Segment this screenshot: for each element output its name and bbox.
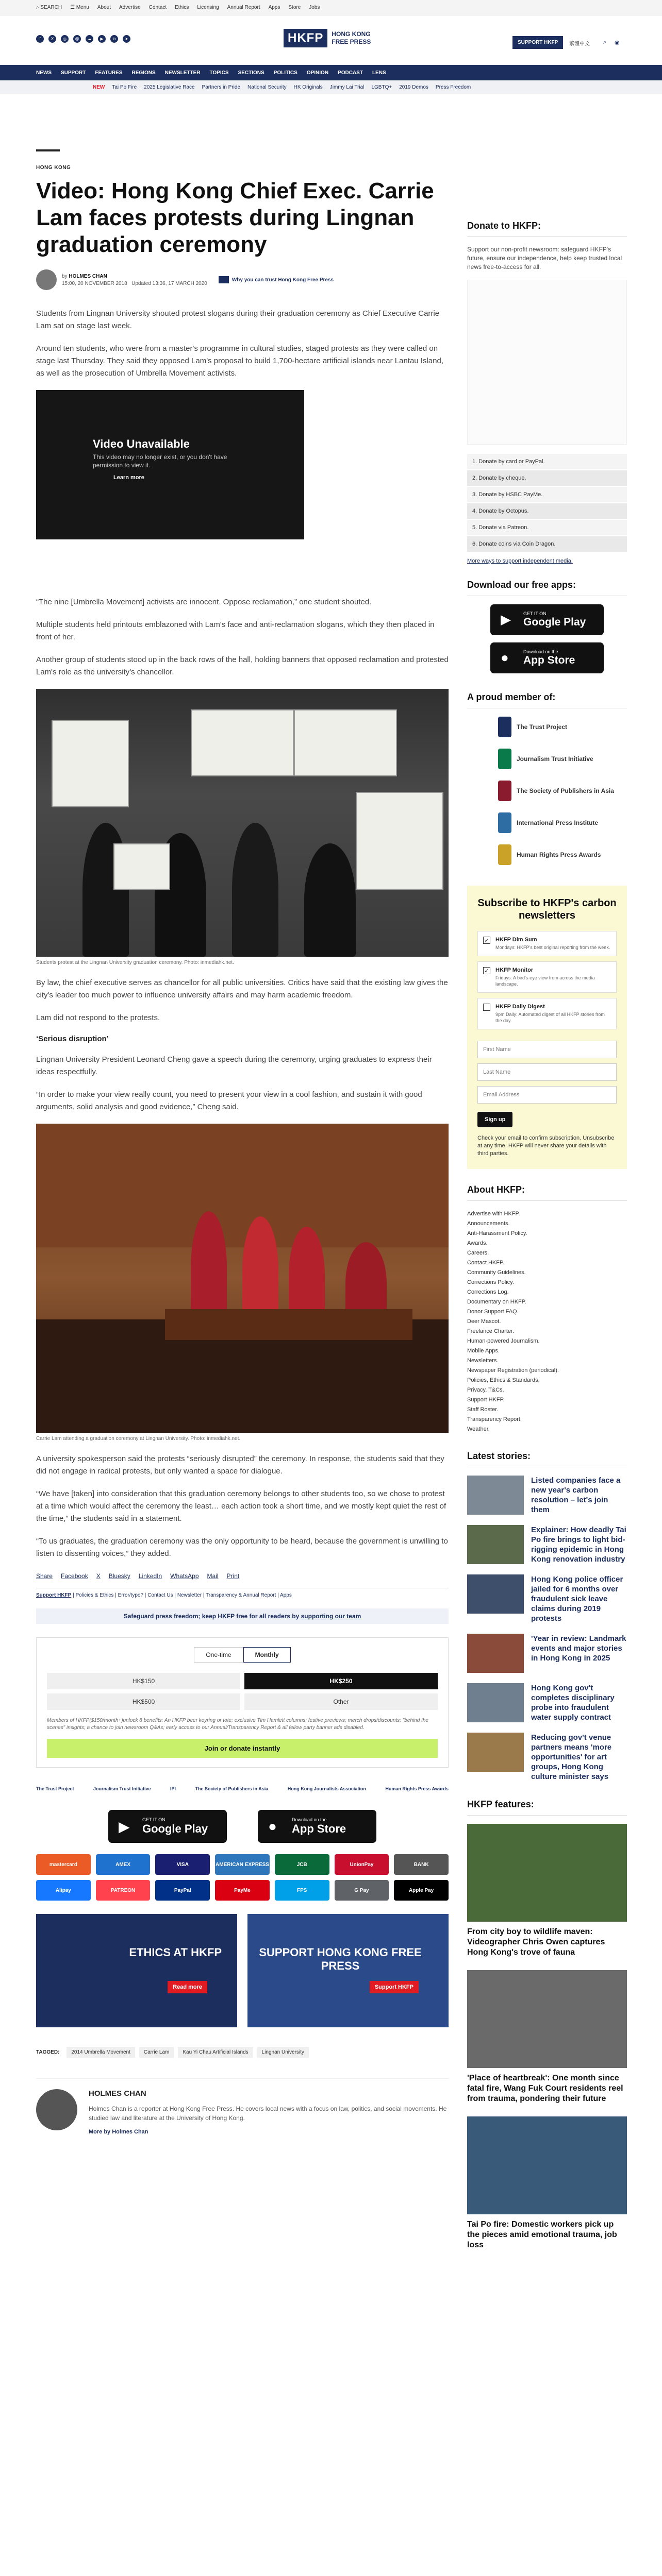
author-avatar[interactable] [36,269,57,290]
member-name: Journalism Trust Initiative [517,755,593,762]
nav-features[interactable]: FEATURES [95,70,123,76]
byline-text [62,274,207,286]
site-header [0,15,662,65]
story-thumbnail [467,1733,524,1772]
trust-icon [219,276,229,283]
about-link[interactable]: Mobile Apps. [467,1348,500,1354]
tag[interactable]: Carrie Lam [139,2047,174,2058]
donation-widget [36,1637,449,1768]
google-play-small: GET IT ON [142,1817,166,1822]
payment-logo: UnionPay [335,1854,389,1875]
topbar-jobs[interactable]: Jobs [309,5,320,10]
tag-list [36,2047,449,2058]
app-store-small: Download on the [523,649,558,654]
newsletter-desc: 9pm Daily: Automated digest of all HKFP stories from the day. [495,1012,605,1023]
promo-button[interactable]: Support HKFP [370,1981,419,1993]
threads-icon[interactable]: @ [73,35,81,43]
about-link[interactable]: Freelance Charter. [467,1328,515,1334]
photo-banner [191,709,294,776]
photo-caption: Students protest at the Lingnan University graduation ceremony. Photo: inmediahk.net. [36,960,234,965]
feature-story[interactable] [467,1824,627,1958]
about-link[interactable]: Awards. [467,1240,488,1246]
photo-banner [52,720,129,807]
contact-link[interactable]: Contact Us [147,1592,173,1598]
tag[interactable]: 2014 Umbrella Movement [67,2047,135,2058]
section-rule [36,149,60,151]
tag[interactable]: Lingnan University [257,2047,309,2058]
menu-label: Menu [76,5,89,10]
paragraph: “To us graduates, the graduation ceremony was the only opportunity to be heard, because the government is unwilling to listen to dissenting voices,” they added. [36,1537,448,1558]
article-subheading: ‘Serious disruption’ [36,1035,109,1043]
share-mail[interactable]: Mail [207,1572,219,1580]
author-name[interactable]: HOLMES CHAN [69,273,107,279]
bluesky-icon[interactable]: ☁ [86,35,93,43]
safeguard-text: Safeguard press freedom; keep HKFP free for all readers by [123,1613,300,1620]
member-icon [498,781,511,801]
nav-news[interactable]: NEWS [36,70,52,76]
about-link[interactable]: Newsletters. [467,1358,499,1364]
feature-image [467,1824,627,1922]
topbar-about[interactable]: About [97,5,111,10]
byline-by: by [62,273,68,279]
member-icon [498,844,511,865]
amount-options [47,1673,438,1710]
share-facebook[interactable]: Facebook [61,1572,88,1580]
trending-item[interactable]: Press Freedom [435,84,471,90]
support-promo[interactable] [247,1914,449,2027]
checkbox-icon[interactable]: ✓ [483,937,490,944]
trending-item[interactable]: National Security [247,84,287,90]
trending-item[interactable]: Jimmy Lai Trial [329,84,365,90]
about-link[interactable]: Deer Mascot. [467,1318,501,1325]
payment-logo: FPS [275,1880,329,1901]
about-link[interactable]: Weather. [467,1426,490,1432]
play-icon: ▶ [501,612,511,627]
about-link[interactable]: Newspaper Registration (periodical). [467,1367,559,1374]
freq-one-time[interactable]: One-time [194,1647,243,1663]
share-label: Share [36,1572,53,1580]
video-unavailable-text: This video may no longer exist, or you don't have permission to view it. [93,453,227,469]
main-nav [0,65,662,80]
tag[interactable]: Kau Yi Chau Artificial Islands [178,2047,253,2058]
story-title: Listed companies face a new year's carbon resolution – let's join them [531,1476,621,1514]
nav-opinion[interactable]: OPINION [306,70,329,76]
newsletter-option[interactable] [477,931,617,956]
newsletter-signup [467,886,627,1169]
donate-more-link[interactable]: More ways to support independent media. [467,558,573,564]
org-logo[interactable]: The Trust Project [36,1786,74,1791]
payment-logo: G Pay [335,1880,389,1901]
author-box-avatar[interactable] [36,2089,77,2130]
newsletter-name: HKFP Daily Digest [495,1004,545,1010]
story-title: 'Year in review: Landmark events and major stories in Hong Kong in 2025 [531,1634,626,1663]
about-link[interactable]: Privacy, T&Cs. [467,1387,504,1393]
newsletter-link[interactable]: Newsletter [177,1592,202,1598]
topbar-annual-report[interactable]: Annual Report [227,5,260,10]
latest-story[interactable] [467,1574,627,1623]
nav-podcast[interactable]: PODCAST [338,70,363,76]
app-store-small: Download on the [292,1817,327,1822]
trending-bar [0,80,662,94]
promo-title: SUPPORT HONG KONG FREE PRESS [259,1946,422,1972]
trust-link-label: Why you can trust Hong Kong Free Press [231,277,334,283]
about-link[interactable]: Anti-Harassment Policy. [467,1230,527,1236]
org-logo[interactable]: Hong Kong Journalists Association [287,1786,366,1791]
story-title: Explainer: How deadly Tai Po fire brings to light bid-rigging epidemic in Hong Kong renovation industry [531,1526,626,1564]
feature-title: From city boy to wildlife maven: Videographer Chris Owen captures Hong Kong's trove of fauna [467,1927,605,1957]
topbar-store[interactable]: Store [288,5,301,10]
story-thumbnail [467,1574,524,1614]
instagram-icon[interactable]: ◎ [61,35,69,43]
nav-support[interactable]: SUPPORT [61,70,86,76]
payment-logo: BANK [394,1854,449,1875]
paragraph: Around ten students, who were from a master's programme in cultural studies, staged protests as they were called on stage last Thursday. They said they opposed Lam's proposal to build 1,700-hectare artificial islands near Lantau Island, as well as the prosecution of Umbrella Movement activists. [36,344,444,378]
user-icon[interactable]: ◉ [615,40,620,46]
video-learn-more-link[interactable]: Learn more [113,474,144,481]
telegram-icon[interactable]: ➤ [123,35,130,43]
apps-link[interactable]: Apps [280,1592,292,1598]
story-thumbnail [467,1525,524,1564]
paragraph: A university spokesperson said the protests “seriously disrupted” the ceremony. In response, the students said that they did not engage in radical protests, but only wanted a space for dialogue. [36,1454,444,1476]
app-store-badge[interactable] [490,642,604,673]
apps-title: Download our free apps: [467,580,627,596]
member-logo[interactable] [498,717,627,737]
donate-text: Support our non-profit newsroom: safeguard HKFP's future, ensure our independence, help keep trusted local news free-to-access for all. [467,246,622,270]
about-link[interactable]: Contact HKFP. [467,1260,504,1266]
search-label: SEARCH [40,5,62,10]
about-link[interactable]: Policies, Ethics & Standards. [467,1377,540,1383]
google-play-big: Google Play [142,1822,208,1835]
payment-logo: PayMe [215,1880,270,1901]
topbar-ethics[interactable]: Ethics [175,5,189,10]
video-unavailable-title: Video Unavailable [93,437,190,450]
feature-title: 'Place of heartbreak': One month since fatal fire, Wang Fuk Court residents reel from trauma, pondering their future [467,2074,623,2103]
last-name-field[interactable]: Last Name [477,1063,617,1081]
about-link[interactable]: Careers. [467,1250,489,1256]
promo-title: ETHICS AT HKFP [129,1946,222,1959]
safeguard-banner [36,1608,449,1624]
feature-story[interactable] [467,2116,627,2250]
photo-banner [294,709,397,776]
about-link[interactable]: Staff Roster. [467,1406,499,1413]
about-link[interactable]: Documentary on HKFP. [467,1299,526,1305]
about-link[interactable]: Corrections Policy. [467,1279,514,1285]
search-icon[interactable]: ⌕ [603,39,607,45]
latest-title: Latest stories: [467,1451,627,1467]
author-box-name[interactable]: HOLMES CHAN [89,2089,146,2098]
publish-date: 15:00, 20 NOVEMBER 2018 [62,280,127,286]
freq-monthly[interactable]: Monthly [243,1647,291,1663]
topbar-contact[interactable]: Contact [148,5,167,10]
policy-link[interactable]: Policies & Ethics [75,1592,114,1598]
donate-option[interactable]: 4. Donate by Octopus. [467,503,627,519]
email-field[interactable]: Email Address [477,1086,617,1104]
share-x[interactable]: X [96,1572,101,1580]
donate-option[interactable]: 1. Donate by card or PayPal. [467,454,627,469]
trending-item[interactable]: Partners in Pride [202,84,241,90]
payment-logo: PATREON [96,1880,151,1901]
feature-image [467,2116,627,2214]
about-link[interactable]: Advertise with HKFP. [467,1211,520,1217]
author-box [36,2078,449,2135]
latest-story[interactable] [467,1733,627,1782]
photo-placard [113,843,170,890]
trending-new-badge: NEW [93,84,105,90]
latest-story[interactable] [467,1476,627,1515]
protest-photo [36,689,449,957]
photo-caption: Carrie Lam attending a graduation ceremony at Lingnan University. Photo: inmediahk.net. [36,1436,241,1442]
promo-banners [36,1914,449,2027]
photo-figure [304,843,356,957]
error-link[interactable]: Error/typo? [118,1592,144,1598]
story-title: Hong Kong police officer jailed for 6 months over fraudulent sick leave claims during 2019 protests [531,1575,623,1623]
search-link[interactable]: ⌕ SEARCH [36,5,62,10]
member-name: The Society of Publishers in Asia [517,787,614,794]
google-play-big: Google Play [523,616,586,628]
feature-image [467,1970,627,2068]
member-name: International Press Institute [517,819,599,826]
trending-item[interactable]: Tai Po Fire [112,84,137,90]
logo-line-2: FREE PRESS [332,38,371,45]
more-by-author-link[interactable]: More by Holmes Chan [89,2129,148,2135]
topbar-licensing[interactable]: Licensing [197,5,219,10]
paragraph: Another group of students stood up in the back rows of the hall, holding banners that opposed reclamation and protested Lam's role as the university's chancellor. [36,655,449,676]
logo-mark: HKFP [284,29,327,47]
org-logo[interactable]: The Society of Publishers in Asia [195,1786,269,1791]
org-logos [36,1781,449,1797]
newsletter-option[interactable] [477,998,617,1029]
member-name: The Trust Project [517,723,568,731]
menu-link[interactable]: ☰ Menu [70,5,89,10]
amount-option-selected[interactable]: HK$250 [244,1673,438,1689]
about-title: About HKFP: [467,1184,627,1201]
ceremony-photo [36,1124,449,1433]
payment-logo: mastercard [36,1854,91,1875]
donate-option[interactable]: 2. Donate by cheque. [467,470,627,486]
app-store-badge[interactable] [258,1810,376,1843]
newsletter-desc: Mondays: HKFP's best original reporting from the week. [495,945,610,950]
newsletter-option[interactable] [477,961,617,993]
about-link[interactable]: Community Guidelines. [467,1269,526,1276]
payment-logo: Apple Pay [394,1880,449,1901]
paragraph: Lingnan University President Leonard Cheng gave a speech during the ceremony, urging graduates to express their ideas respectfully. [36,1055,432,1076]
topbar-apps[interactable]: Apps [268,5,280,10]
org-logo[interactable]: IPI [170,1786,176,1791]
trending-item[interactable]: HK Originals [293,84,323,90]
sidebar [467,221,627,2263]
photo-stage-backdrop [36,1124,449,1247]
features-title: HKFP features: [467,1799,627,1816]
member-logo[interactable] [498,781,627,801]
photo-figure [82,823,129,957]
nav-newsletter[interactable]: NEWSLETTER [164,70,201,76]
member-logo[interactable] [498,812,627,833]
trending-item[interactable]: 2019 Demos [399,84,428,90]
paragraph: “In order to make your view really count, you need to present your view in a cool fashion, and sustain it with good arguments, solid analysis and good evidence,” Cheng said. [36,1090,422,1111]
about-link[interactable]: Transparency Report. [467,1416,522,1422]
payment-logo: AMERICAN EXPRESS [215,1854,270,1875]
about-link[interactable]: Human-powered Journalism. [467,1338,540,1344]
google-play-badge[interactable] [108,1810,227,1843]
apple-icon: ● [501,650,509,665]
about-list [467,1209,627,1434]
photo-figure [242,1216,278,1325]
facebook-icon[interactable]: f [36,35,44,43]
donate-option[interactable]: 6. Donate coins via Coin Dragon. [467,536,627,552]
author-box-bio: Holmes Chan is a reporter at Hong Kong Free Press. He covers local news with a focus on law, politics, and social movements. He studied law and literature at the University of Hong Kong. [89,2105,447,2122]
trending-item[interactable]: 2025 Legislative Race [144,84,195,90]
org-logo[interactable]: Human Rights Press Awards [385,1786,449,1791]
donate-options [467,454,627,552]
youtube-icon[interactable]: ▶ [98,35,106,43]
paragraph: By law, the chief executive serves as chancellor for all public universities. Critics have said that the existing law gives the city's leader too much power to influence university affairs and may harm academic freedom. [36,978,448,999]
payment-methods [36,1854,449,1901]
payment-logo: VISA [155,1854,210,1875]
paragraph: Multiple students held printouts emblazoned with Lam's face and anti-reclamation slogans, which they then placed in front of her. [36,620,435,641]
paragraph: Lam did not respond to the protests. [36,1013,160,1022]
support-link[interactable]: Support HKFP [36,1592,72,1598]
share-bluesky[interactable]: Bluesky [108,1572,130,1580]
newsletter-desc: Fridays: A bird's-eye view from across the media landscape. [495,975,595,987]
member-logo[interactable] [498,844,627,865]
article [36,149,449,2135]
member-benefits: Members of HKFP($150/month+)unlock 8 benefits: An HKFP beer keyring or tote; exclusive Tim Hamlett columns; festive previews; merch drops/discounts; "behind the scenes" insights; a chance to join newsroom Q&As; early access to our Annual/Transparency Report & all fellow party banner ads disabled. [47,1718,428,1731]
newsletter-title: Subscribe to HKFP's carbon newsletters [477,897,617,921]
member-logo[interactable] [498,749,627,769]
share-print[interactable]: Print [226,1572,240,1580]
topbar-advertise[interactable]: Advertise [119,5,141,10]
checkbox-icon[interactable]: ✓ [483,967,490,974]
transparency-link[interactable]: Transparency & Annual Report [206,1592,276,1598]
nav-politics[interactable]: POLITICS [273,70,297,76]
share-linkedin[interactable]: LinkedIn [138,1572,162,1580]
feature-title: Tai Po fire: Domestic workers pick up the pieces amid emotional trauma, job loss [467,2220,617,2249]
about-link[interactable]: Corrections Log. [467,1289,509,1295]
member-title: A proud member of: [467,692,627,708]
donate-embed [467,280,627,445]
x-icon[interactable]: X [48,35,56,43]
member-icon [498,812,511,833]
member-name: Human Rights Press Awards [517,851,601,858]
logo-line-1: HONG KONG [332,30,371,38]
latest-story[interactable] [467,1683,627,1722]
tagged-label: TAGGED: [36,2049,60,2055]
join-donate-button[interactable]: Join or donate instantly [47,1739,438,1758]
ethics-promo[interactable] [36,1914,237,2027]
apple-icon: ● [268,1818,277,1834]
story-thumbnail [467,1634,524,1673]
nav-topics[interactable]: TOPICS [209,70,229,76]
trending-item[interactable]: LGBTQ+ [371,84,392,90]
amount-option[interactable]: HK$500 [47,1693,240,1710]
member-icon [498,749,511,769]
payment-logo: AMEX [96,1854,151,1875]
app-store-big: App Store [523,654,575,666]
story-title: Hong Kong gov't completes disciplinary probe into fraudulent water supply contract [531,1684,615,1722]
amount-option[interactable]: HK$150 [47,1673,240,1689]
signup-note: Check your email to confirm subscription. Unsubscribe at any time. HKFP will never share your details with third parties. [477,1135,615,1157]
donate-option[interactable]: 5. Donate via Patreon. [467,520,627,535]
donate-box [467,221,627,564]
donate-title: Donate to HKFP: [467,221,627,237]
story-title: Reducing gov't venue partners means 'more opportunities' for art groups, Hong Kong culture minister says [531,1733,612,1781]
frequency-toggle [47,1647,438,1663]
amount-option-other[interactable]: Other [244,1693,438,1710]
share-whatsapp[interactable]: WhatsApp [170,1572,199,1580]
footer-links: Support HKFP | Policies & Ethics | Error/typo? | Contact Us | Newsletter | Transparency & Annual Report | Apps [36,1588,449,1598]
newsletter-name: HKFP Dim Sum [495,937,537,943]
payment-logo: PayPal [155,1880,210,1901]
top-utility-bar [0,0,662,15]
photo-figure [191,1211,227,1325]
play-icon: ▶ [119,1819,130,1835]
safeguard-link[interactable]: supporting our team [301,1613,361,1620]
updated-date: Updated 13:36, 17 MARCH 2020 [131,280,207,286]
nav-sections[interactable]: SECTIONS [238,70,264,76]
first-name-field[interactable]: First Name [477,1041,617,1058]
story-thumbnail [467,1683,524,1722]
app-store-badges [36,1810,449,1843]
checkbox-icon[interactable] [483,1004,490,1011]
signup-button[interactable]: Sign up [477,1112,512,1127]
video-player[interactable] [36,390,304,539]
nav-regions[interactable]: REGIONS [131,70,156,76]
donate-option[interactable]: 3. Donate by HSBC PayMe. [467,487,627,502]
about-link[interactable]: Announcements. [467,1221,510,1227]
about-link[interactable]: Donor Support FAQ. [467,1309,519,1315]
google-play-badge[interactable] [490,604,604,635]
photo-banner [356,792,443,890]
logo-text [332,30,371,46]
language-switch[interactable]: 繁體中文 [569,41,590,47]
linkedin-icon[interactable]: in [110,35,118,43]
nav-lens[interactable]: LENS [372,70,386,76]
trust-link[interactable] [219,276,334,283]
payment-logo: Alipay [36,1880,91,1901]
photo-figure [232,823,278,957]
paragraph: “The nine [Umbrella Movement] activists are innocent. Oppose reclamation,” one student shouted. [36,598,372,606]
byline [36,269,449,290]
story-thumbnail [467,1476,524,1515]
feature-story[interactable] [467,1970,627,2104]
latest-story[interactable] [467,1525,627,1564]
site-logo[interactable] [284,29,371,47]
promo-button[interactable]: Read more [168,1981,207,1993]
support-hkfp-button[interactable]: SUPPORT HKFP [512,36,563,49]
newsletter-name: HKFP Monitor [495,967,534,973]
about-link[interactable]: Support HKFP. [467,1397,505,1403]
paragraph: Students from Lingnan University shouted protest slogans during their graduation ceremony as Chief Executive Carrie Lam sat on stage last week. [36,309,440,330]
social-icons [36,35,130,43]
payment-logo: JCB [275,1854,329,1875]
latest-story[interactable] [467,1634,627,1673]
photo-podium [165,1309,412,1340]
member-icon [498,717,511,737]
article-section[interactable]: HONG KONG [36,165,71,171]
google-play-small: GET IT ON [523,611,547,616]
paragraph: “We have [taken] into consideration that this graduation ceremony belongs to other students too, so we chose to protest at a time which would affect the ceremony the least… each action took a short time, and we mostly kept quiet the rest of the time,” the students said in a statement. [36,1489,446,1523]
share-bar [36,1572,449,1580]
app-store-big: App Store [292,1822,346,1835]
article-title: Video: Hong Kong Chief Exec. Carrie Lam faces protests during Lingnan graduation ceremony [36,178,434,257]
org-logo[interactable]: Journalism Trust Initiative [93,1786,151,1791]
